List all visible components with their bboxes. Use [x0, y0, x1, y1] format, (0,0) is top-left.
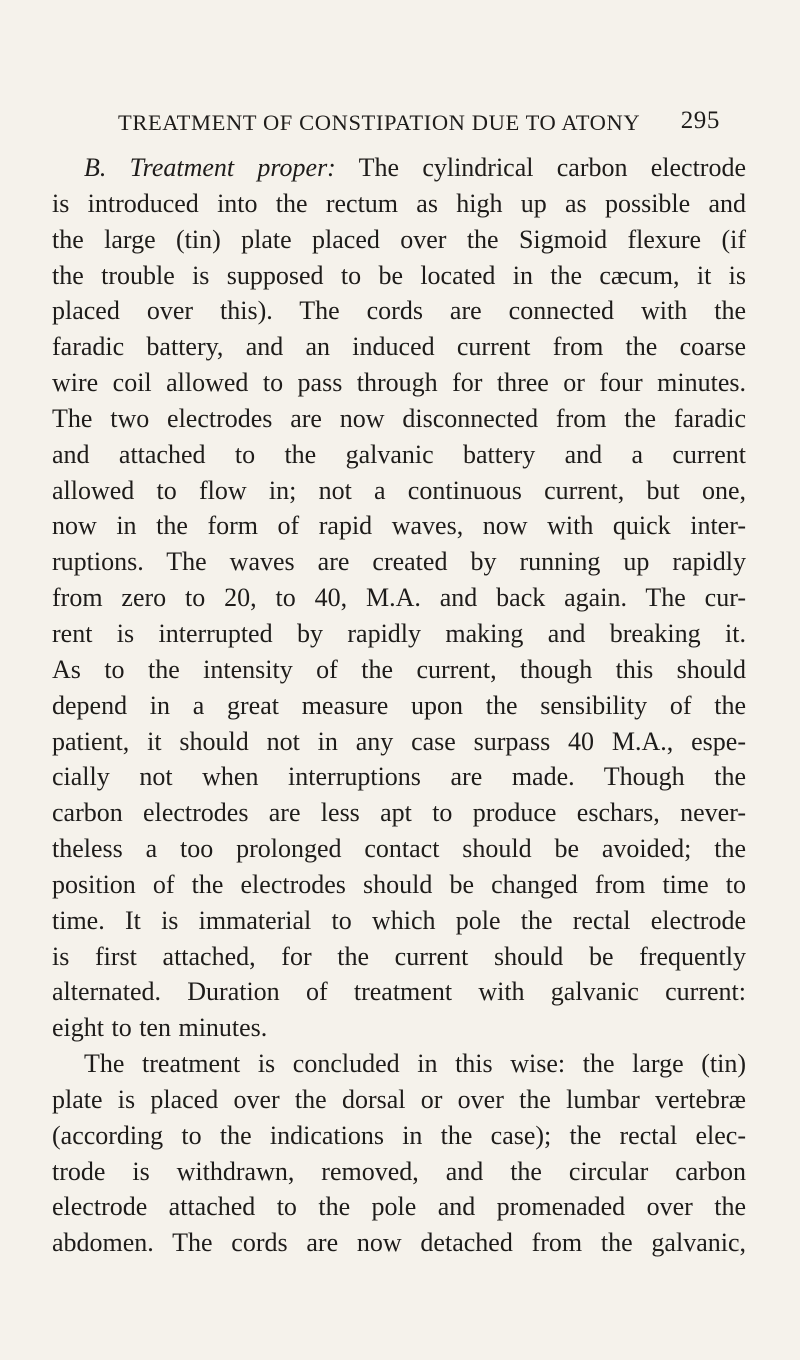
text-line: theless a too prolonged contact should be avoided; the	[52, 834, 746, 864]
text-line: the trouble is supposed to be located in the cæcum, it is	[52, 260, 746, 290]
text-line: is first attached, for the current should be frequently	[52, 941, 746, 971]
text-line: wire coil allowed to pass through for three or four minutes.	[52, 368, 746, 398]
page-number: 295	[680, 107, 720, 134]
text-line: abdomen. The cords are now detached from the galvanic,	[52, 1228, 746, 1258]
text-line: from zero to 20, to 40, M.A. and back again. The cur-	[52, 583, 746, 613]
text-line: the large (tin) plate placed over the Sigmoid flexure (if	[52, 224, 746, 254]
body-text	[52, 150, 746, 1261]
text-line: time. It is immaterial to which pole the rectal electrode	[52, 905, 746, 935]
text-line: allowed to flow in; not a continuous current, but one,	[52, 475, 746, 505]
text-line: trode is withdrawn, removed, and the circular carbon	[52, 1156, 746, 1186]
text-line: is introduced into the rectum as high up as possible and	[52, 188, 746, 218]
running-head	[118, 108, 718, 138]
text-line: depend in a great measure upon the sensibility of the	[52, 690, 746, 720]
text-line: placed over this). The cords are connected with the	[52, 296, 746, 326]
text-line: position of the electrodes should be changed from time to	[52, 869, 746, 899]
text-line: patient, it should not in any case surpass 40 M.A., espe-	[52, 726, 746, 756]
text-line: As to the intensity of the current, though this should	[52, 654, 746, 684]
paragraph	[52, 150, 746, 186]
text-line: (according to the indications in the case); the rectal elec-	[52, 1120, 746, 1150]
text-line: and attached to the galvanic battery and a current	[52, 439, 746, 469]
running-title: TREATMENT OF CONSTIPATION DUE TO ATONY	[118, 110, 641, 135]
text-line: carbon electrodes are less apt to produce eschars, never-	[52, 798, 746, 828]
text-line: plate is placed over the dorsal or over the lumbar vertebræ	[52, 1084, 746, 1114]
text-line: The cylindrical carbon electrode	[358, 153, 746, 182]
text-line: electrode attached to the pole and promenaded over the	[52, 1192, 746, 1222]
text-line: alternated. Duration of treatment with galvanic current:	[52, 977, 746, 1007]
text-line: eight to ten minutes.	[52, 1013, 268, 1043]
text-line: The treatment is concluded in this wise: the large (tin)	[84, 1049, 746, 1079]
text-line: The two electrodes are now disconnected from the faradic	[52, 403, 746, 433]
text-line: cially not when interruptions are made. Though the	[52, 762, 746, 792]
section-label: B. Treatment proper:	[84, 153, 336, 182]
text-line: ruptions. The waves are created by running up rapidly	[52, 547, 746, 577]
text-line: now in the form of rapid waves, now with quick inter-	[52, 511, 746, 541]
text-line: rent is interrupted by rapidly making and breaking it.	[52, 618, 746, 648]
text-line: faradic battery, and an induced current from the coarse	[52, 332, 746, 362]
